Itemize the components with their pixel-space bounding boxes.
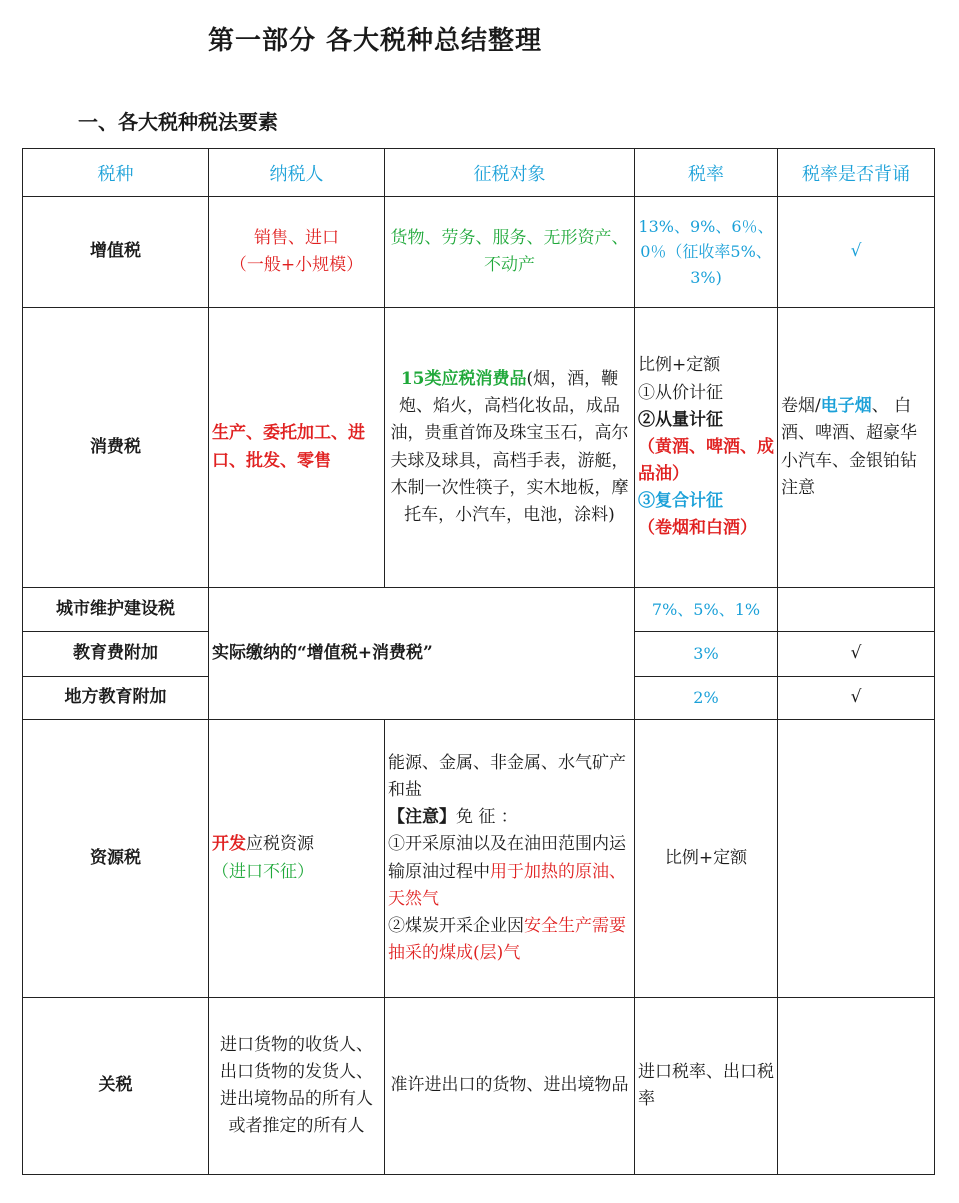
consumption-rate-line4: （黄酒、啤酒、成品油） xyxy=(638,436,774,485)
header-tax-type: 税种 xyxy=(23,149,209,197)
table-row-customs xyxy=(23,998,935,1175)
header-memorize: 税率是否背诵 xyxy=(778,149,935,197)
consumption-object xyxy=(385,308,635,588)
resource-item1-text: ①开采原油以及在油田范围内运输原油过程中 xyxy=(388,834,626,882)
tax-name-resource: 资源税 xyxy=(23,720,209,998)
consumption-object-highlight: 15类应税消费品 xyxy=(400,368,527,389)
resource-payer-line2: （进口不征） xyxy=(212,861,314,882)
section-heading: 一、各大税种税法要素 xyxy=(78,110,278,134)
local-education-memorize-check: √ xyxy=(778,677,935,720)
vat-rate: 13%、9%、6％、0％（征收率5%、3%) xyxy=(635,197,778,308)
header-tax-rate: 税率 xyxy=(635,149,778,197)
resource-payer xyxy=(209,720,385,998)
surtax-shared-base: 实际缴纳的“增值税+消费税” xyxy=(209,588,635,720)
consumption-rate xyxy=(635,308,778,588)
tax-name-local-education: 地方教育附加 xyxy=(23,677,209,720)
consumption-memo-part2: 、 白酒、啤酒、超豪华小汽车、金银铂钻注意 xyxy=(781,396,917,498)
tax-name-consumption: 消费税 xyxy=(23,308,209,588)
consumption-payer: 生产、委托加工、进口、批发、零售 xyxy=(209,308,385,588)
consumption-memorize xyxy=(778,308,935,588)
tax-name-customs: 关税 xyxy=(23,998,209,1175)
document-title: 第一部分 各大税种总结整理 xyxy=(208,26,543,56)
resource-object-line1: 能源、金属、非金属、水气矿产和盐 xyxy=(388,752,626,800)
header-tax-object: 征税对象 xyxy=(385,149,635,197)
customs-payer: 进口货物的收货人、出口货物的发货人、进出境物品的所有人或者推定的所有人 xyxy=(209,998,385,1175)
resource-object-item2 xyxy=(388,913,631,967)
consumption-rate-line1: 比例+定额 xyxy=(638,355,721,376)
resource-payer-line1 xyxy=(212,831,381,858)
header-row xyxy=(23,149,935,197)
resource-object-note xyxy=(388,804,631,831)
table-row-vat xyxy=(23,197,935,308)
resource-rate: 比例+定额 xyxy=(635,720,778,998)
vat-memorize-check: √ xyxy=(778,197,935,308)
education-rate: 3% xyxy=(635,632,778,677)
education-memorize-check: √ xyxy=(778,632,935,677)
table-row-urban xyxy=(23,588,935,632)
customs-rate: 进口税率、出口税率 xyxy=(635,998,778,1175)
consumption-rate-line3: ②从量计征 xyxy=(638,409,723,430)
urban-rate: 7%、5%、1% xyxy=(635,588,778,632)
consumption-memo-ecig: 电子烟 xyxy=(820,396,872,417)
header-taxpayer: 纳税人 xyxy=(209,149,385,197)
consumption-rate-line5: ③复合计征 xyxy=(638,491,723,512)
vat-payer xyxy=(209,197,385,308)
local-education-rate: 2% xyxy=(635,677,778,720)
consumption-rate-line6: （卷烟和白酒） xyxy=(638,518,757,539)
customs-memorize xyxy=(778,998,935,1175)
resource-object-item1 xyxy=(388,831,631,913)
vat-object: 货物、劳务、服务、无形资产、不动产 xyxy=(385,197,635,308)
table-row-resource xyxy=(23,720,935,998)
consumption-memo-part1: 卷烟/ xyxy=(781,396,821,417)
resource-note-exempt: 免 征 ： xyxy=(456,807,518,828)
resource-item2-highlight: 安全生产需要抽采的煤成(层)气 xyxy=(388,915,626,964)
resource-note-label: 【注意】 xyxy=(388,807,456,828)
customs-object: 准许进出口的货物、进出境物品 xyxy=(385,998,635,1175)
tax-name-urban: 城市维护建设税 xyxy=(23,588,209,632)
tax-summary-table xyxy=(22,148,935,1175)
resource-object xyxy=(385,720,635,998)
urban-memorize xyxy=(778,588,935,632)
vat-payer-line1: 销售、进口 xyxy=(254,227,339,248)
resource-memorize xyxy=(778,720,935,998)
tax-name-vat: 增值税 xyxy=(23,197,209,308)
tax-name-education: 教育费附加 xyxy=(23,632,209,677)
resource-item2-text: ②煤炭开采企业因 xyxy=(388,915,524,936)
consumption-rate-line2: ①从价计征 xyxy=(638,382,723,403)
resource-payer-develop: 开发 xyxy=(212,834,246,855)
consumption-object-list: (烟，酒，鞭炮、焰火，高档化妆品，成品油，贵重首饰及珠宝玉石，高尔夫球及球具，高档手表，游艇，木制一次性筷子，实木地板，摩托车，小汽车，电池，涂料) xyxy=(390,368,629,525)
resource-item1-highlight: 用于加热的原油、天然气 xyxy=(388,861,626,909)
table-row-consumption xyxy=(23,308,935,588)
resource-payer-resources: 应税资源 xyxy=(246,834,314,855)
vat-payer-line2: （一般+小规模） xyxy=(229,255,364,275)
